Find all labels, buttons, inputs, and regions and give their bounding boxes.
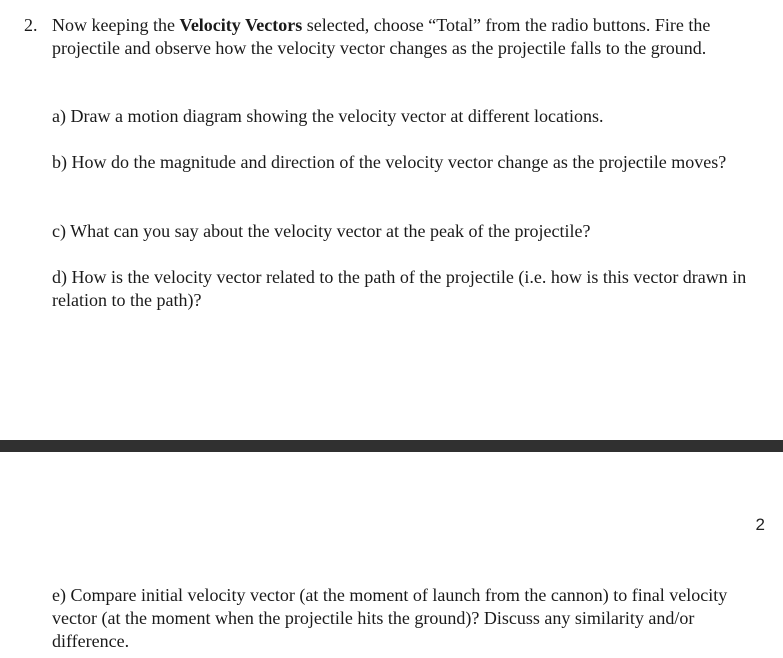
question-stem-bold: Velocity Vectors (179, 15, 303, 35)
question-stem-suffix: selected, choose “Total” from the radio buttons. Fire the projectile and observe how the velocity vector changes as the projectile falls to the ground. (52, 15, 711, 58)
question-stem-prefix: Now keeping the (52, 15, 180, 35)
sub-question-d: d) How is the velocity vector related to the path of the projectile (i.e. how is this vector drawn in relation to the path)? (52, 267, 747, 310)
sub-question-e: e) Compare initial velocity vector (at the moment of launch from the cannon) to final velocity vector (at the moment when the projectile hits the ground)? Discuss any similarity and/or difference. (52, 585, 728, 651)
page-number: 2 (755, 515, 765, 534)
question-stem (52, 14, 772, 60)
sub-question-a: a) Draw a motion diagram showing the velocity vector at different locations. (52, 106, 604, 126)
page-break-divider (0, 440, 783, 452)
sub-question-c: c) What can you say about the velocity vector at the peak of the projectile? (52, 221, 591, 241)
question-number: 2. (24, 15, 38, 35)
sub-question-b: b) How do the magnitude and direction of the velocity vector change as the projectile moves? (52, 152, 727, 172)
